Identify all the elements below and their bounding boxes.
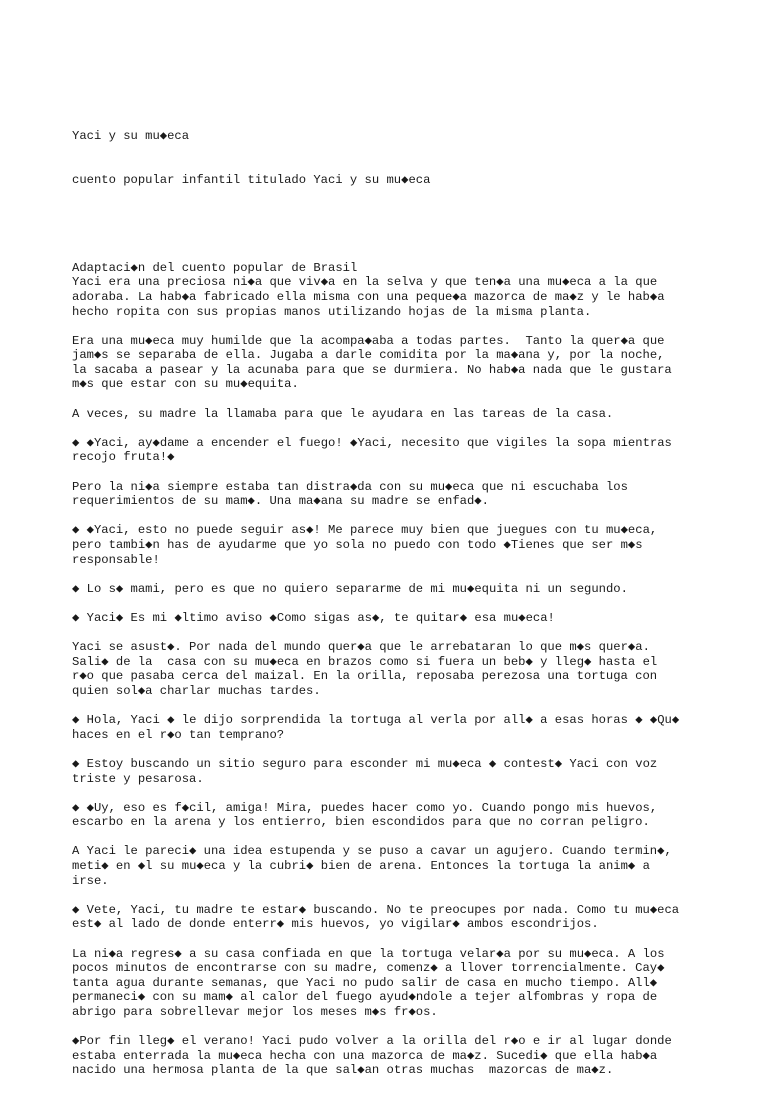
paragraph-line: recojo fruta!◆ <box>72 450 175 465</box>
paragraph-line: Yaci era una preciosa ni◆a que viv◆a en la selva y que ten◆a una mu◆eca a la que <box>72 275 658 290</box>
paragraph-line: Era una mu◆eca muy humilde que la acompa◆aba a todas partes. Tanto la quer◆a que <box>72 333 665 348</box>
paragraph-line: A Yaci le pareci◆ una idea estupenda y se puso a cavar un agujero. Cuando termin◆, <box>72 844 672 859</box>
paragraph-line: Pero la ni◆a siempre estaba tan distra◆da con su mu◆eca que ni escuchaba los <box>72 479 628 494</box>
document-subtitle: cuento popular infantil titulado Yaci y su mu◆eca <box>72 173 431 188</box>
paragraph-line: ◆ Hola, Yaci ◆ le dijo sorprendida la tortuga al verla por all◆ a esas horas ◆ ◆Qu◆ <box>72 713 680 728</box>
paragraph <box>72 480 712 509</box>
paragraph-line: requerimientos de su mam◆. Una ma◆ana su madre se enfad◆. <box>72 494 489 509</box>
paragraph-line: responsable! <box>72 552 160 567</box>
paragraph-line: pocos minutos de encontrarse con su madre, comenz◆ a llover torrencialmente. Cay◆ <box>72 961 665 976</box>
paragraph-line: tanta agua durante semanas, que Yaci no pudo salir de casa en mucho tiempo. All◆ <box>72 975 658 990</box>
paragraph-line: Adaptaci◆n del cuento popular de Brasil <box>72 260 358 275</box>
paragraph-line: jam◆s se separaba de ella. Jugaba a darle comidita por la ma◆ana y, por la noche, <box>72 348 665 363</box>
paragraph-line: hecho ropita con sus propias manos utilizando hojas de la misma planta. <box>72 304 592 319</box>
paragraph-line: La ni◆a regres◆ a su casa confiada en que la tortuga velar◆a por su mu◆eca. A los <box>72 946 665 961</box>
paragraph-line: la sacaba a pasear y la acunaba para que se durmiera. No hab◆a nada que le gustara <box>72 362 672 377</box>
paragraph-line: adoraba. La hab◆a fabricado ella misma con una peque◆a mazorca de ma◆z y le hab◆a <box>72 289 665 304</box>
paragraph <box>72 757 712 786</box>
paragraph-line: Sali◆ de la casa con su mu◆eca en brazos como si fuera un beb◆ y lleg◆ hasta el <box>72 654 658 669</box>
paragraph <box>72 582 712 597</box>
paragraph <box>72 523 712 567</box>
paragraph <box>72 947 712 1020</box>
paragraph <box>72 334 712 392</box>
paragraph-line: pero tambi◆n has de ayudarme que yo sola no puedo con todo ◆Tienes que ser m◆s <box>72 538 643 552</box>
paragraph-line: abrigo para sobrellevar mejor los meses m◆s fr◆os. <box>72 1005 438 1019</box>
paragraph-line: ◆ Yaci◆ Es mi ◆ltimo aviso ◆Como sigas as◆, te quitar◆ esa mu◆eca! <box>72 610 555 625</box>
paragraph <box>72 801 712 830</box>
paragraph <box>72 611 712 626</box>
paragraph <box>72 903 712 932</box>
paragraph-line: ◆ ◆Yaci, ay◆dame a encender el fuego! ◆Yaci, necesito que vigiles la sopa mientras <box>72 435 672 450</box>
paragraph-line: est◆ al lado de donde enterr◆ mis huevos, yo vigilar◆ ambos escondrijos. <box>72 917 599 932</box>
paragraph-line: permaneci◆ con su mam◆ al calor del fuego ayud◆ndole a tejer alfombras y ropa de <box>72 990 658 1005</box>
paragraph-line: r◆o que pasaba cerca del maizal. En la orilla, reposaba perezosa una tortuga con <box>72 669 658 684</box>
paragraph-line: irse. <box>72 873 109 888</box>
paragraph-line: escarbo en la arena y los entierro, bien escondidos para que no corran peligro. <box>72 815 650 830</box>
paragraph <box>72 436 712 465</box>
paragraph-line: ◆ Estoy buscando un sitio seguro para esconder mi mu◆eca ◆ contest◆ Yaci con voz <box>72 756 658 771</box>
paragraph-line: quien sol◆a charlar muchas tardes. <box>72 683 321 698</box>
paragraph-line: ◆ Lo s◆ mami, pero es que no quiero separarme de mi mu◆equita ni un segundo. <box>72 581 628 596</box>
paragraph-line: nacido una hermosa planta de la que sal◆an otras muchas mazorcas de ma◆z. <box>72 1063 614 1078</box>
document-title: Yaci y su mu◆eca <box>72 129 190 144</box>
paragraph <box>72 844 712 888</box>
paragraph-line: ◆Por fin lleg◆ el verano! Yaci pudo volver a la orilla del r◆o e ir al lugar donde <box>72 1034 672 1049</box>
paragraph <box>72 407 712 422</box>
document-body <box>72 261 712 1078</box>
paragraph-line: triste y pesarosa. <box>72 771 204 786</box>
paragraph-line: A veces, su madre la llamaba para que le ayudara en las tareas de la casa. <box>72 406 614 421</box>
document-title-block <box>72 100 712 217</box>
paragraph-line: Yaci se asust◆. Por nada del mundo quer◆a que le arrebataran lo que m◆s quer◆a. <box>72 640 650 655</box>
paragraph-line: estaba enterrada la mu◆eca hecha con una mazorca de ma◆z. Sucedi◆ que ella hab◆a <box>72 1048 658 1063</box>
paragraph-line: ◆ ◆Yaci, esto no puede seguir as◆! Me parece muy bien que juegues con tu mu◆eca, <box>72 523 658 538</box>
document-page <box>72 71 712 1107</box>
paragraph-line: ◆ Vete, Yaci, tu madre te estar◆ buscando. No te preocupes por nada. Como tu mu◆eca <box>72 902 680 917</box>
paragraph-line: haces en el r◆o tan temprano? <box>72 727 285 742</box>
paragraph-line: meti◆ en ◆l su mu◆eca y la cubri◆ bien de arena. Entonces la tortuga la anim◆ a <box>72 859 650 874</box>
paragraph-line: ◆ ◆Uy, eso es f◆cil, amiga! Mira, puedes hacer como yo. Cuando pongo mis huevos, <box>72 800 658 815</box>
paragraph <box>72 261 712 319</box>
paragraph <box>72 1034 712 1078</box>
paragraph <box>72 640 712 698</box>
paragraph-line: m◆s que estar con su mu◆equita. <box>72 377 299 392</box>
paragraph <box>72 713 712 742</box>
